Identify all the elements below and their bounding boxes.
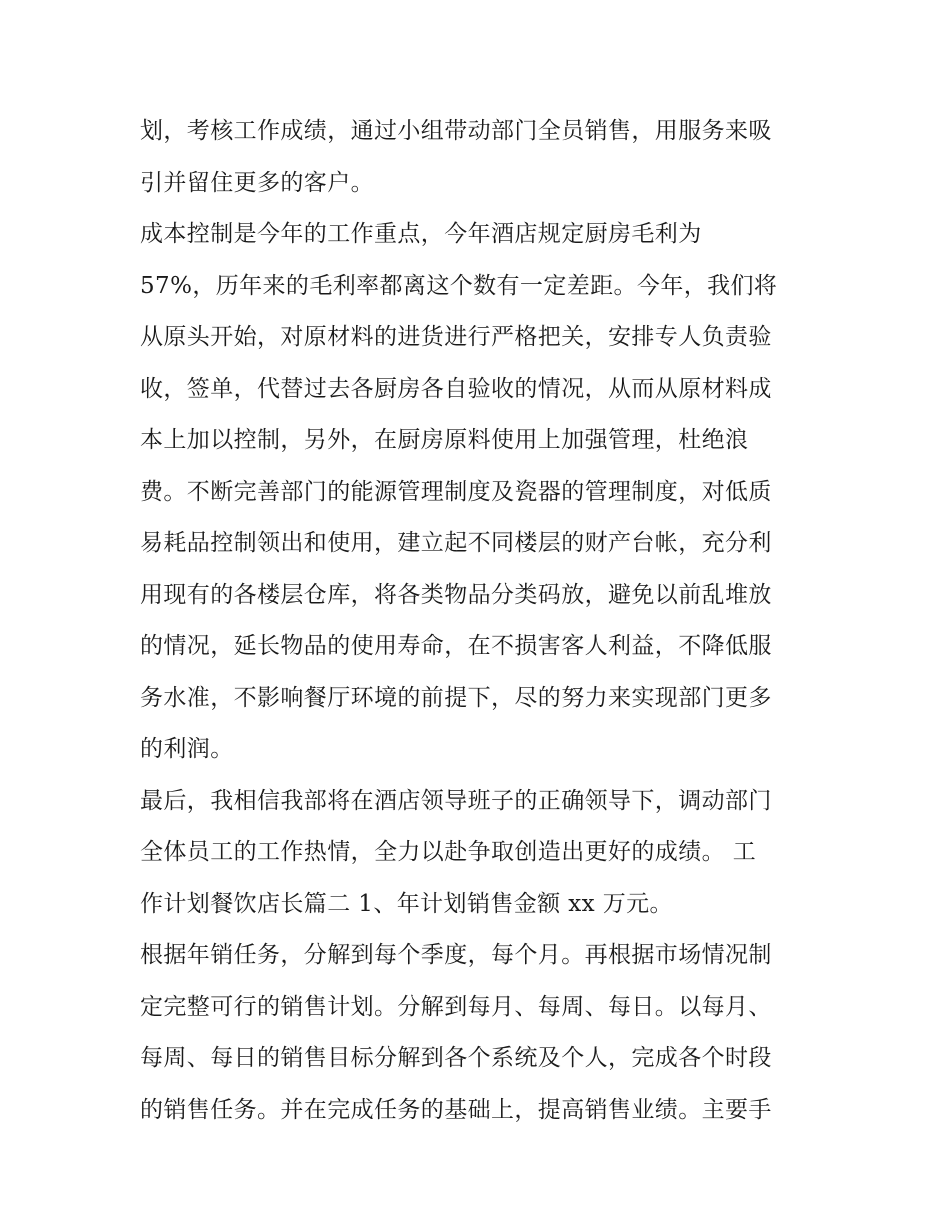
- text-line: 用现有的各楼层仓库，将各类物品分类码放，避免以前乱堆放: [140, 581, 772, 608]
- text-line: 作计划餐饮店长篇二 1、年计划销售金额 xx 万元。: [140, 890, 673, 917]
- text-line: 定完整可行的销售计划。分解到每月、每周、每日。以每月、: [140, 993, 772, 1020]
- text-line: 根据年销任务，分解到每个季度，每个月。再根据市场情况制: [140, 942, 772, 968]
- text-line: 本上加以控制，另外，在厨房原料使用上加强管理，杜绝浪: [140, 427, 749, 453]
- text-line: 划，考核工作成绩，通过小组带动部门全员销售，用服务来吸: [140, 118, 772, 144]
- text-line: 的情况，延长物品的使用寿命，在不损害客人利益，不降低服: [140, 633, 772, 659]
- text-line: 费。不断完善部门的能源管理制度及瓷器的管理制度，对低质: [140, 478, 772, 505]
- text-line: 易耗品控制领出和使用，建立起不同楼层的财产台帐，充分利: [140, 530, 772, 556]
- text-line: 每周、每日的销售目标分解到各个系统及个人，完成各个时段: [140, 1045, 772, 1071]
- body-text: [140, 106, 820, 1136]
- text-line: 成本控制是今年的工作重点，今年酒店规定厨房毛利为: [140, 221, 702, 247]
- text-line: 从原头开始，对原材料的进货进行严格把关，安排专人负责验: [140, 324, 772, 350]
- text-line: 的销售任务。并在完成任务的基础上，提高销售业绩。主要手: [140, 1096, 772, 1123]
- text-line: 全体员工的工作热情，全力以赴争取创造出更好的成绩。 工: [140, 839, 757, 865]
- text-line: 引并留住更多的客户。: [140, 169, 374, 196]
- text-line: 最后，我相信我部将在酒店领导班子的正确领导下，调动部门: [140, 787, 772, 814]
- text-line: 57%，历年来的毛利率都离这个数有一定差距。今年，我们将: [140, 272, 778, 299]
- text-line: 务水准，不影响餐厅环境的前提下，尽的努力来实现部门更多: [140, 684, 772, 711]
- text-line: 收，签单，代替过去各厨房各自验收的情况，从而从原材料成: [140, 375, 772, 402]
- text-line: 的利润。: [140, 736, 234, 762]
